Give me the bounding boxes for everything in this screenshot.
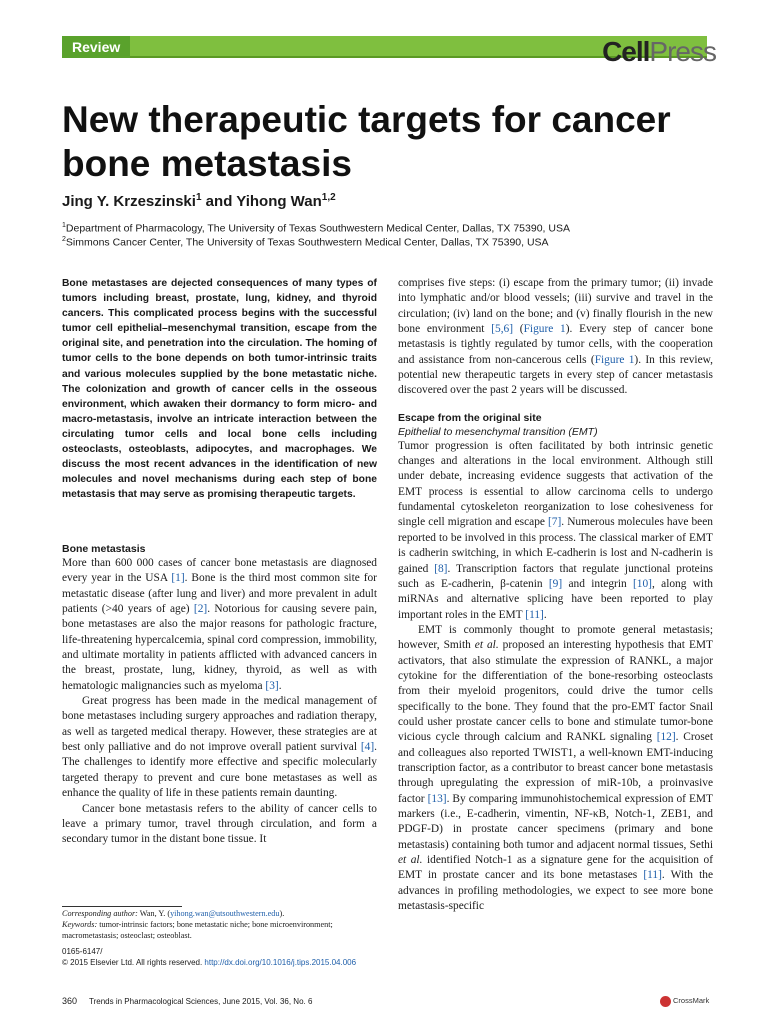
author-2: Yihong Wan bbox=[236, 193, 322, 210]
page-footer bbox=[62, 996, 312, 1007]
citation-link[interactable]: [10] bbox=[633, 577, 652, 590]
citation-link[interactable]: [1] bbox=[171, 572, 185, 585]
figure-link[interactable]: Figure 1 bbox=[594, 353, 635, 366]
citation-link[interactable]: [7] bbox=[548, 516, 562, 529]
citation-link[interactable]: [13] bbox=[427, 792, 447, 805]
corresponding-author: Corresponding author: Wan, Y. (yihong.wan@utsouthwestern.edu). bbox=[62, 909, 285, 918]
right-column bbox=[398, 276, 713, 914]
crossmark-icon bbox=[660, 996, 671, 1007]
footnote-divider bbox=[62, 906, 182, 907]
paragraph: comprises five steps: (i) escape from the primary tumor; (ii) invade into lymphatic and/or blood vessels; (iii) survive and travel in the circulation; (iv) land on the bone; and (v) finally flourish in the new bone environment [5,6] (Figure 1). Every step of cancer bone metastasis is tightly regulated by tumor cells, with the cooperation and assistance from non-cancerous cells (Figure 1). In this review, potential new therapeutic targets in every step of cancer metastasis discovered over the past 2 years will be discussed. bbox=[398, 277, 713, 397]
figure-link[interactable]: Figure 1 bbox=[523, 323, 566, 336]
authors: Jing Y. Krzeszinski$^1$ and Yihong Wan$^{1,2}$ bbox=[62, 192, 336, 210]
paragraph: Tumor progression is often facilitated by both intrinsic genetic changes and alterations in the local environment. Although still under debate, increasing evidence suggests that activation of the EMT process is essential to allow carcinoma cells to undergo fundamental cytoskeleton reorganization to lose cohesiveness for single cell migration and escape [7]. Numerous molecules have been reported to be involved in this process. The classical marker of EMT is cadherin switching, in which E-cadherin is lost and N-cadherin is gained [8]. Transcription factors that regulate junctional proteins such as E-cadherin, β-catenin [9] and integrin [10], along with miRNAs and alternative splicing have been reported to play important roles in the EMT [11]. bbox=[398, 439, 714, 621]
page-number: 360 bbox=[62, 996, 78, 1006]
author-1: Jing Y. Krzeszinski bbox=[62, 193, 196, 210]
paragraph: Cancer bone metastasis refers to the ability of cancer cells to leave a primary tumor, travel through circulation, and form a secondary tumor in the distant bone tissue. It bbox=[62, 802, 377, 846]
section-heading-bone-metastasis: Bone metastasis bbox=[62, 543, 146, 555]
article-title: New therapeutic targets for cancer bone metastasis bbox=[62, 99, 671, 184]
paragraph: EMT is commonly thought to promote general metastasis; however, Smith et al. proposed an interesting hypothesis that EMT activators, that also stimulate the expression of RANKL, a major cytokine for the differentiation of the bone-resorbing osteoclasts from their myeloid progenitors, could drive the tumor cells specifically to the bone. They found that the pro-EMT factor Snail could usher prostate cancer cells to bone and stimulate tumor-bone vicious cycle through calcium and RANKL signaling [12]. Croset and colleagues also reported TWIST1, a well-known EMT-inducing transcription factor, as a contributor to breast cancer bone metastasis through upregulating the expression of miR-10b, a proinvasive factor [13]. By comparing immunohistochemical expression of EMT markers (i.e., E-cadherin, vimentin, NF-κB, Notch-1, ZEB1, and PDGF-D) in prostate cancer specimens (primary and bone metastasis) containing both tumor and adjacent normal tissues, Sethi et al. identified Notch-1 as a signature gene for the acquisition of EMT in prostate cancer and its bone metastases [11]. With the advances in profiling methodologies, we expect to see more bone metastasis-specific bbox=[398, 623, 714, 913]
section-label: Review bbox=[62, 36, 130, 58]
paragraph: More than 600 000 cases of cancer bone metastasis are diagnosed every year in the USA [1]. Bone is the third most common site for metastatic disease (after lung and liver) and more prevalent in adult patients (>40 years of age) [2]. Notorious for causing severe pain, bone metastases are also the major reasons for pathologic fracture, life-threatening hypercalcemia, spinal cord compression, immobility, and ultimate mortality in patients afflicted with advanced cancers in the breast, prostate, lung, kidney, thyroid, as well as with hematologic malignancies such as myeloma [3]. bbox=[62, 557, 377, 692]
left-column bbox=[62, 542, 377, 848]
citation-link[interactable]: [3] bbox=[265, 679, 279, 692]
cellpress-logo: CellPress bbox=[602, 36, 716, 67]
citation-link[interactable]: [2] bbox=[193, 603, 208, 616]
citation-link[interactable]: [11] bbox=[643, 869, 662, 882]
citation-link[interactable]: [11] bbox=[525, 608, 544, 621]
citation-link[interactable]: [12] bbox=[656, 731, 676, 744]
affiliation-2: $^2$Simmons Cancer Center, The University of Texas Southwestern Medical Center, Dallas, TX 75390, USA bbox=[62, 236, 549, 249]
section-heading-escape: Escape from the original site bbox=[398, 411, 542, 424]
citation-link[interactable]: [5,6] bbox=[491, 323, 514, 336]
abstract: Bone metastases are dejected consequences of many types of tumors including breast, prostate, lung, kidney, and thyroid cancers. This complicated process begins with the successful tumor cell epithelial–mesenchymal transition, escape from the original site, and penetration into the circulation. The homing of tumor cells to the bone depends on both tumor-intrinsic traits and various molecules supplied by the bone metastatic niche. The colonization and growth of cancer cells in the osseous environment, which awaken their dormancy to form micro- and macro-metastasis, involve an intricate interaction between the circulating tumor cells and local bone cells including osteoclasts, osteoblasts, adipocytes, and macrophages. We discuss the most recent advances in the identification of new molecules and novel mechanisms during each step of bone metastasis that may serve as promising therapeutic targets. bbox=[62, 278, 377, 501]
doi-link[interactable]: http://dx.doi.org/10.1016/j.tips.2015.04.006 bbox=[204, 958, 357, 967]
affiliation-1: $^1$Department of Pharmacology, The University of Texas Southwestern Medical Center, Dallas, TX 75390, USA bbox=[62, 222, 570, 235]
issn-copyright: 0165-6147/ © 2015 Elsevier Ltd. All rights reserved. http://dx.doi.org/10.1016/j.tips.2015.04.006 bbox=[62, 947, 357, 967]
keywords: Keywords: tumor-intrinsic factors; bone metastatic niche; bone microenvironment; macrometastasis; osteoclast; osteoblast. bbox=[62, 920, 333, 940]
subsection-heading-emt: Epithelial to mesenchymal transition (EMT) bbox=[398, 425, 598, 438]
citation-link[interactable]: [8] bbox=[434, 562, 448, 575]
citation-link[interactable]: [9] bbox=[548, 577, 563, 590]
journal-citation: Trends in Pharmacological Sciences, June 2015, Vol. 36, No. 6 bbox=[89, 997, 313, 1006]
citation-link[interactable]: [4] bbox=[360, 741, 375, 754]
email-link[interactable]: yihong.wan@utsouthwestern.edu bbox=[170, 909, 280, 918]
crossmark-badge[interactable]: CrossMark bbox=[660, 995, 709, 1007]
paragraph: Great progress has been made in the medical management of bone metastases including surgery approaches and radiation therapy, as well as targeted medical therapy. However, these strategies are at best only palliative and do not improve overall patient survival [4]. The challenges to identify more effective and specific molecularly targeted therapy to prevent and cure bone metastases as well as enhance the quality of life in these patients remain daunting. bbox=[62, 695, 377, 800]
